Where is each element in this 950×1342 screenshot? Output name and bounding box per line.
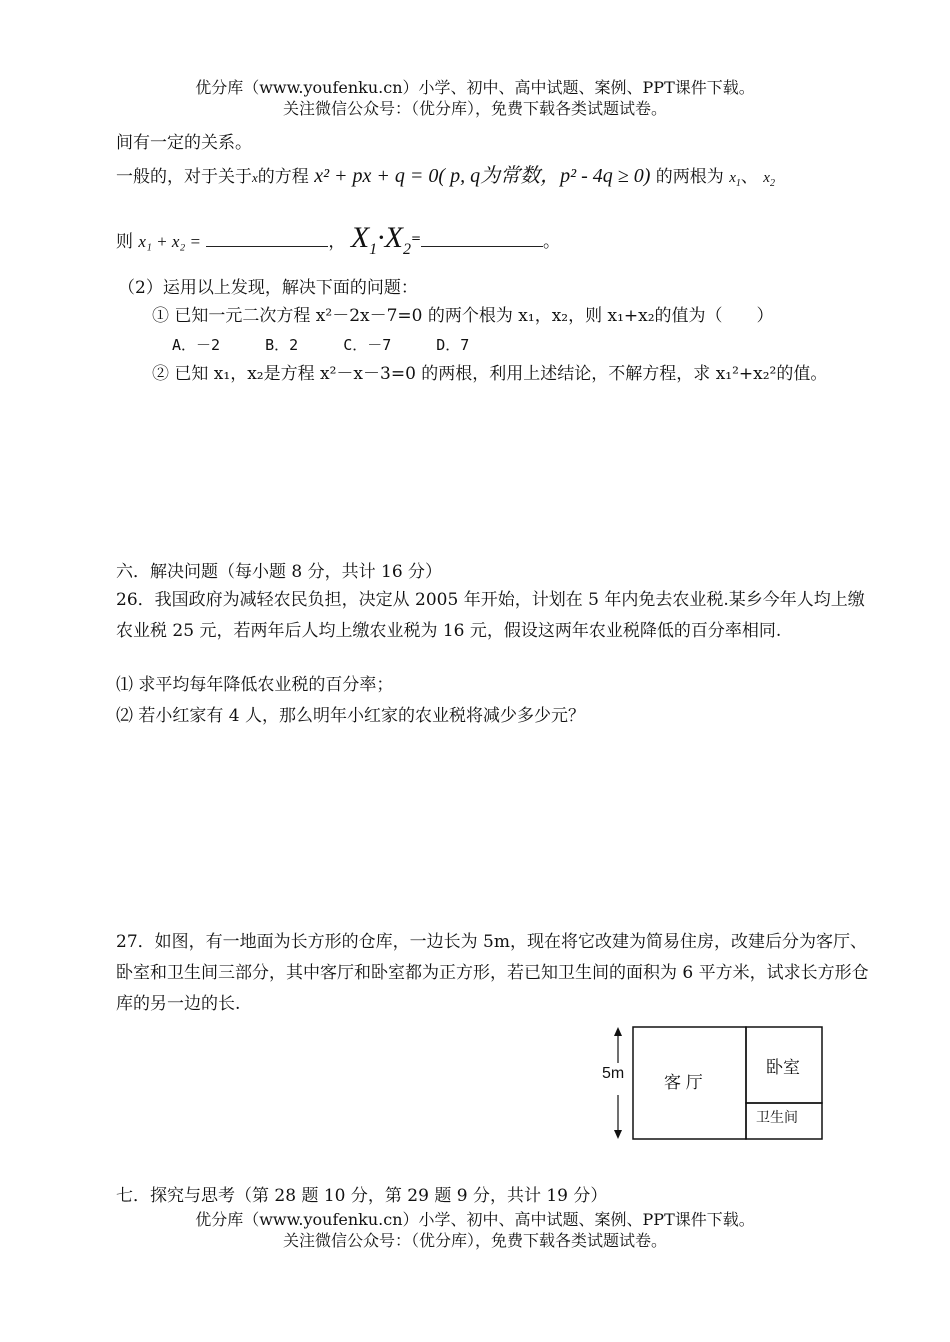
option-b[interactable]: B．2 [265,336,299,354]
arrow-down-icon [614,1130,622,1139]
general-prefix: 一般的，对于关于 [116,167,252,187]
living-room-label: 客 厅 [664,1073,703,1092]
question-26-part-1: ⑴ 求平均每年降低农业税的百分率； [116,675,394,695]
header-line-2: 关注微信公众号：（优分库），免费下载各类试题试卷。 [282,99,667,118]
side-length-label: 5m [602,1065,625,1082]
relation-text: 间有一定的关系。 [116,133,252,153]
part2-title: （2）运用以上发现，解决下面的问题： [118,278,418,298]
bathroom-label: 卫生间 [756,1109,798,1125]
product-blank[interactable] [421,232,543,247]
part2-question-1: ① 已知一元二次方程 x²－2x－7=0 的两个根为 x₁，x₂，则 x₁+x₂的值为（ ） [152,306,774,326]
root-separator: 、 [740,167,758,187]
general-statement [116,164,775,196]
footer-line-1: 优分库（www.youfenku.cn）小学、初中、高中试题、案例、PPT课件下载。 [195,1210,755,1229]
part2-question-2: ② 已知 x₁，x₂是方程 x²－x－3=0 的两根，利用上述结论，不解方程，求 x₁²+x₂²的值。 [152,364,828,384]
arrow-up-icon [614,1027,622,1036]
footer-line-2: 关注微信公众号：（优分库），免费下载各类试题试卷。 [282,1231,667,1250]
root-1: $x_1$ [729,170,741,189]
sum-label: x₁ + x₂ = [138,232,202,251]
option-d[interactable]: D．7 [436,336,470,354]
roots-text: 的两根为 [655,167,724,187]
root-2: $x_2$ [763,170,775,189]
question-27: 27．如图，有一地面为长方形的仓库，一边长为 5m，现在将它改建为简易住房，改建后分为客厅、卧室和卫生间三部分，其中客厅和卧室都为正方形，若已知卫生间的面积为 6 平方米，试求长方形仓库的另一边的长. [116,932,869,1014]
product-equals: = [410,231,422,245]
product-expression: $X_1\cdot X_2$ [350,221,411,258]
period: 。 [543,232,561,252]
variable-x: x [252,170,258,185]
vieta-formula-line [116,221,561,262]
equation: x² + px + q = 0( p, q为常数，p² - 4q ≥ 0) [314,165,651,187]
warehouse-diagram [600,1025,840,1145]
section7-title: 七．探究与思考（第 28 题 10 分，第 29 题 9 分，共计 19 分） [116,1186,608,1206]
option-c[interactable]: C．－7 [343,336,392,354]
question-26: 26．我国政府为减轻农民负担，决定从 2005 年开始，计划在 5 年内免去农业税.某乡今年人均上缴农业税 25 元，若两年后人均上缴农业税为 16 元，假设这两年农业税降低的百分率相同. [116,590,865,641]
question-26-part-2: ⑵ 若小红家有 4 人，那么明年小红家的农业税将减少多少元？ [116,706,586,726]
sum-blank[interactable] [206,232,328,247]
comma: ， [328,232,346,252]
bedroom-label: 卧室 [766,1058,800,1077]
part2-options [172,333,505,357]
then-word: 则 [116,232,133,252]
warehouse-svg [600,1025,840,1145]
option-a[interactable]: A．－2 [172,336,221,354]
header-line-1: 优分库（www.youfenku.cn）小学、初中、高中试题、案例、PPT课件下载。 [195,78,755,97]
section6-title: 六．解决问题（每小题 8 分，共计 16 分） [116,562,443,582]
equation-word: 的方程 [257,167,309,187]
